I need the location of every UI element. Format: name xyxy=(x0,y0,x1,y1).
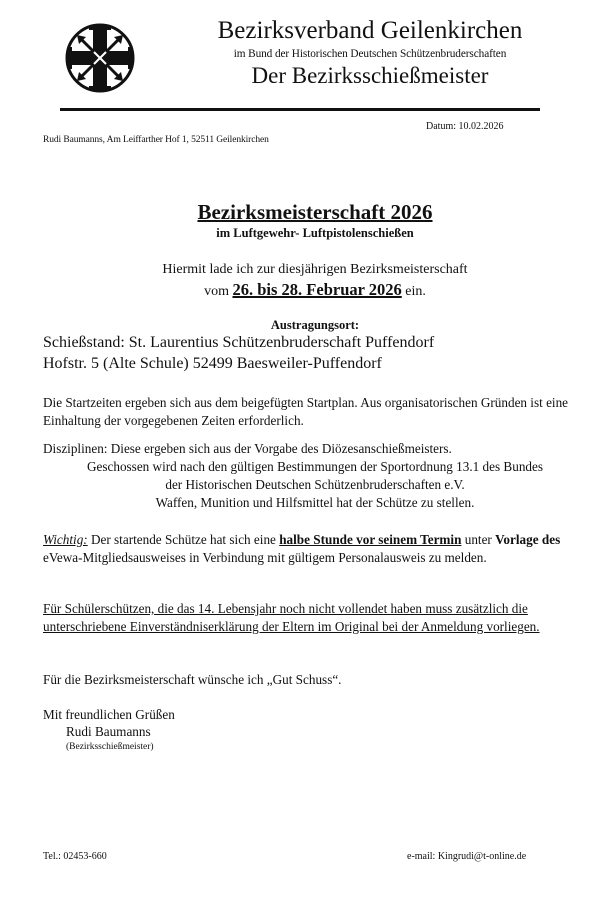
good-luck-line: Für die Bezirksmeisterschaft wünsche ich „Gut Schuss“. xyxy=(43,672,342,687)
important-text: unter xyxy=(461,532,496,547)
organization-affiliation: im Bund der Historischen Deutschen Schützenbruderschaften xyxy=(233,48,507,60)
venue-label: Austragungsort: xyxy=(270,318,360,332)
invitation-line: Hiermit lade ich zur diesjährigen Bezirksmeisterschaft xyxy=(162,262,468,277)
cross-with-arrows-emblem-icon xyxy=(64,22,136,94)
signatory-role: (Bezirksschießmeister) xyxy=(66,742,154,752)
important-text: eVewa-Mitgliedsausweises in Verbindung mit gültigem Personalausweis zu melden. xyxy=(43,550,487,565)
document-title-text: Bezirksmeisterschaft 2026 xyxy=(197,200,433,224)
rules-line: der Historischen Deutschen Schützenbruderschaften e.V. xyxy=(165,477,465,492)
document-title xyxy=(0,200,612,224)
letterhead-divider xyxy=(60,108,540,111)
important-emphasis: halbe Stunde vor seinem Termin xyxy=(279,532,462,547)
signatory-name: Rudi Baumanns xyxy=(66,724,151,739)
rules-line: Geschossen wird nach den gültigen Bestimmungen der Sportordnung 13.1 des Bundes xyxy=(87,459,543,474)
disciplines-paragraph: Disziplinen: Diese ergeben sich aus der Vorgabe des Diözesanschießmeisters. xyxy=(43,441,452,456)
footer-email[interactable]: e-mail: Kingrudi@t-online.de xyxy=(407,851,527,862)
footer-phone: Tel.: 02453-660 xyxy=(43,851,107,862)
invitation-dates-line xyxy=(0,280,612,302)
invitation-suffix: ein. xyxy=(401,284,426,299)
invitation-prefix: vom xyxy=(204,284,233,299)
important-label: Wichtig: xyxy=(43,532,88,547)
venue-address: Hofstr. 5 (Alte Schule) 52499 Baesweiler-Puffendorf xyxy=(43,355,382,372)
venue-name: Schießstand: St. Laurentius Schützenbruderschaft Puffendorf xyxy=(43,334,435,351)
start-times-paragraph: Die Startzeiten ergeben sich aus dem beigefügten Startplan. Aus organisatorischen Gründen ist eine Einhaltung der vorgegebenen Zeiten erforderlich. xyxy=(43,395,569,428)
office-title: Der Bezirksschießmeister xyxy=(251,63,489,88)
equipment-line: Waffen, Munition und Hilfsmittel hat der Schütze zu stellen. xyxy=(155,495,475,510)
sender-address: Rudi Baumanns, Am Leiffarther Hof 1, 52511 Geilenkirchen xyxy=(43,135,269,145)
closing-greeting: Mit freundlichen Grüßen xyxy=(43,707,175,722)
organization-name: Bezirksverband Geilenkirchen xyxy=(217,17,523,44)
letter-date: Datum: 10.02.2026 xyxy=(426,121,504,132)
important-text: Der startende Schütze hat sich eine xyxy=(87,532,280,547)
document-subtitle: im Luftgewehr- Luftpistolenschießen xyxy=(216,226,414,240)
important-paragraph xyxy=(43,531,593,567)
event-dates: 26. bis 28. Februar 2026 xyxy=(232,280,402,299)
important-bold: Vorlage des xyxy=(495,532,561,547)
youth-shooters-notice: Für Schülerschützen, die das 14. Lebensjahr noch nicht vollendet haben muss zusätzlich die unterschriebene Einverständniserklärung der Eltern im Original bei der Anmeldung vorliegen. xyxy=(43,601,540,634)
